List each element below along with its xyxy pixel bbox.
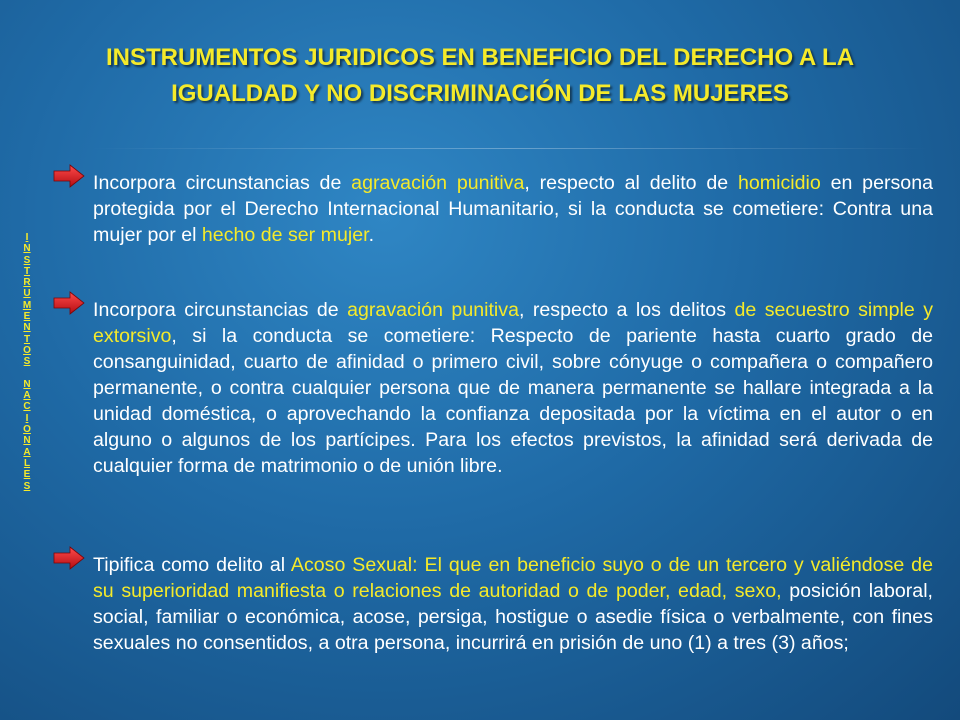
body-text: , respecto al delito de: [524, 172, 738, 194]
side-label-letter: N: [23, 378, 31, 390]
body-text: posición laboral, social, familiar o económica, acose, persiga, hostigue o asedie física o verbalmente, con fines sexuales no consentidos, a otra persona, incurrirá en prisión de uno (1) a tres (3) años;: [93, 580, 933, 654]
side-label-letter: T: [23, 265, 31, 277]
side-label-letter: N: [23, 322, 31, 334]
side-label-letter: L: [23, 457, 31, 469]
side-label-letter: O: [23, 424, 31, 436]
body-text: .: [368, 224, 375, 246]
side-label-letter: N: [23, 243, 31, 255]
red-arrow-icon: [52, 546, 86, 570]
highlighted-text: agravación punitiva: [347, 299, 519, 321]
bullet-paragraph: [93, 297, 933, 479]
slide-title: [40, 40, 920, 112]
title-divider: [90, 148, 930, 149]
bullet-paragraph: [93, 170, 933, 248]
body-text: en persona protegida por el Derecho Internacional Humanitario, si la conducta se cometiere: Contra una mujer por el: [93, 172, 933, 246]
side-label-letter: I: [25, 412, 29, 424]
side-label-letter: T: [23, 333, 31, 345]
side-label-letter: A: [23, 390, 31, 402]
slide-title-line-1: INSTRUMENTOS JURIDICOS EN BENEFICIO DEL DERECHO A LA: [105, 44, 855, 71]
side-label-letter: S: [23, 254, 31, 266]
side-label-letter: [26, 368, 29, 379]
vertical-side-label: [20, 232, 34, 492]
highlighted-text: Acoso Sexual: El que en beneficio suyo o de un tercero y valiéndose de su superioridad manifiesta o relaciones de autoridad o de poder, edad, sexo,: [93, 554, 933, 602]
side-label-letter: O: [23, 344, 31, 356]
side-label-letter: E: [23, 311, 31, 323]
highlighted-text: de secuestro simple y extorsivo: [93, 299, 933, 347]
side-label-letter: S: [23, 356, 31, 368]
side-label-letter: R: [23, 277, 31, 289]
highlighted-text: homicidio: [737, 172, 821, 194]
side-label-letter: A: [23, 446, 31, 458]
side-label-letter: S: [23, 480, 31, 492]
side-label-letter: I: [25, 232, 29, 243]
red-arrow-icon: [52, 164, 86, 188]
body-text: Incorpora circunstancias de: [93, 172, 352, 194]
highlighted-text: agravación punitiva: [351, 172, 525, 194]
red-arrow-icon: [52, 291, 86, 315]
body-text: Incorpora circunstancias de: [93, 299, 348, 321]
bullet-paragraph: [93, 552, 933, 656]
highlighted-text: hecho de ser mujer: [201, 224, 369, 246]
side-label-letter: C: [23, 401, 31, 413]
side-label-letter: U: [23, 288, 31, 300]
body-text: , respecto a los delitos: [518, 299, 735, 321]
side-label-letter: N: [23, 435, 31, 447]
side-label-letter: E: [23, 469, 31, 481]
side-label-letter: M: [22, 299, 32, 311]
body-text: Tipifica como delito al: [93, 554, 291, 576]
slide-title-line-2: IGUALDAD Y NO DISCRIMINACIÓN DE LAS MUJERES: [171, 80, 789, 107]
body-text: , si la conducta se cometiere: Respecto de pariente hasta cuarto grado de consanguinidad, cuarto de afinidad o primero civil, sobre cónyuge o compañera o compañero permanente, o contra cualquier persona que de manera permanente se hallare integrada a la unidad doméstica, o aprovechando la confianza depositada por la víctima en el autor o en alguno o algunos de los partícipes. Para los efectos previstos, la afinidad será derivada de cualquier forma de matrimonio o de unión libre.: [93, 325, 933, 477]
